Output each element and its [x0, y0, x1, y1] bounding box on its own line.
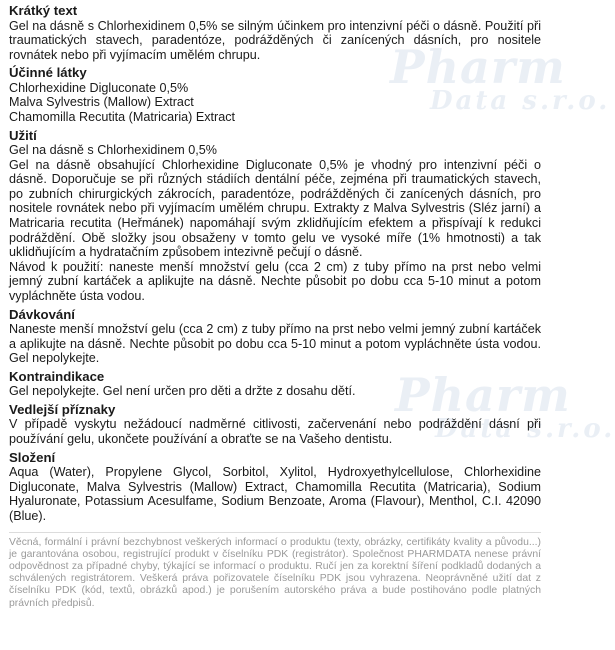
- section-slozeni: [9, 450, 541, 524]
- section-heading: Účinné látky: [9, 65, 87, 81]
- section-heading: Složení: [9, 449, 56, 465]
- section-uziti: [9, 128, 541, 304]
- section-davkovani: [9, 307, 541, 366]
- watermark-main: Pharm: [390, 40, 566, 94]
- section-kratky-text: [9, 3, 541, 62]
- section-heading: Užití: [9, 127, 37, 143]
- ingredient-item: Chamomilla Recutita (Matricaria) Extract: [9, 109, 236, 124]
- section-heading: Kontraindikace: [9, 368, 105, 384]
- section-vedlejsi-priznaky: [9, 402, 541, 447]
- section-heading: Vedlejší příznaky: [9, 401, 116, 417]
- ingredient-item: Malva Sylvestris (Mallow) Extract: [9, 95, 194, 110]
- section-text: Gel na dásně s Chlorhexidinem 0,5% se silným účinkem pro intenzivní péči o dásně. Použití při traumatických stavech, paradentóze, podrážděných či zanícených dásních, pro nositele rovnátek nebo při vyjímacím umělém chrupu.: [9, 18, 541, 62]
- section-text: V případě vyskytu nežádoucí nadměrné citlivosti, začervenání nebo podráždění dásní při používání gelu, ukončete používání a obraťte se na Vašeho dentistu.: [9, 417, 541, 447]
- watermark-sub: Data s.r.o.: [430, 86, 611, 116]
- section-ucinne-latky: [9, 65, 541, 124]
- section-kontraindikace: [9, 369, 541, 399]
- section-heading: Dávkování: [9, 306, 75, 322]
- usage-instructions: Návod k použití: naneste menší množství gelu (cca 2 cm) z tuby přímo na prst nebo velmi jemný zubní kartáček a aplikujte na dásně. Nechte působit po dobu cca 5-10 minut a potom vypláchněte ústa vodou.: [9, 259, 541, 303]
- section-text: Gel na dásně s Chlorhexidinem 0,5%: [9, 143, 217, 158]
- section-text: Gel nepolykejte. Gel není určen pro děti a držte z dosahu dětí.: [9, 384, 356, 399]
- section-heading: Krátký text: [9, 3, 78, 18]
- section-text: Aqua (Water), Propylene Glycol, Sorbitol, Xylitol, Hydroxyethylcellulose, Chlorhexidine Digluconate, Malva Sylvestris (Mallow) Extract, Chamomilla Recutita (Matricaria), Sodium Hyaluronate, Potassium Acesulfame, Sodium Benzoate, Aroma (Flavour), Menthol, C.I. 42090 (Blue).: [9, 465, 541, 523]
- section-text: Gel na dásně obsahující Chlorhexidine Digluconate 0,5% je vhodný pro intenzivní péči o dásně. Doporučuje se při různých stádiích dentální péče, zejména při traumatických stavech, po zubních chirurgických zákrocích, paradentóze, podrážděných či zanícených dásních, pro nositele rovnátek nebo při vyjímacím umělém chrupu. Extrakty z Malva Sylvestris (Sléz jarní) a Matricaria recutita (Heřmánek) napomáhají svým zklidňujícím efektem a přispívají k redukci podráždění. Obě složky jsou obsaženy v tomto gelu ve vysoké míře (1% hmotnosti) a tak uklidňujícím a hydratačním způsobem intezivně pečují o dásně.: [9, 157, 541, 260]
- section-text: Naneste menší množství gelu (cca 2 cm) z tuby přímo na prst nebo velmi jemný zubní kartáček a aplikujte na dásně. Nechte působit po dobu cca 5-10 minut a potom vypláchněte ústa vodou. Gel nepolykejte.: [9, 322, 541, 366]
- watermark-sub: Data s.r.o.: [435, 414, 615, 444]
- legal-disclaimer: Věcná, formální i právní bezchybnost veškerých informací o produktu (texty, obrázky, certifikáty kvality a původu...) je garantována osobou, registrující produkt v číselníku PDK (registrátor). Společnost PHARMDATA nenese právní odpovědnost za případné chyby, týkající se informací o produktu. Ručí jen za korektní šíření podkladů dodaných a schválených registrátorem. Veškerá práva pořizovatele číselníku PDK jsou vyhrazena. Neoprávněné užití dat z číselníku PDK (kód, textů, obrázků apod.) je porušením autorského práva a bude postihováno podle platných právních předpisů.: [9, 532, 541, 610]
- ingredient-item: Chlorhexidine Digluconate 0,5%: [9, 80, 189, 95]
- watermark-main: Pharm: [395, 368, 571, 422]
